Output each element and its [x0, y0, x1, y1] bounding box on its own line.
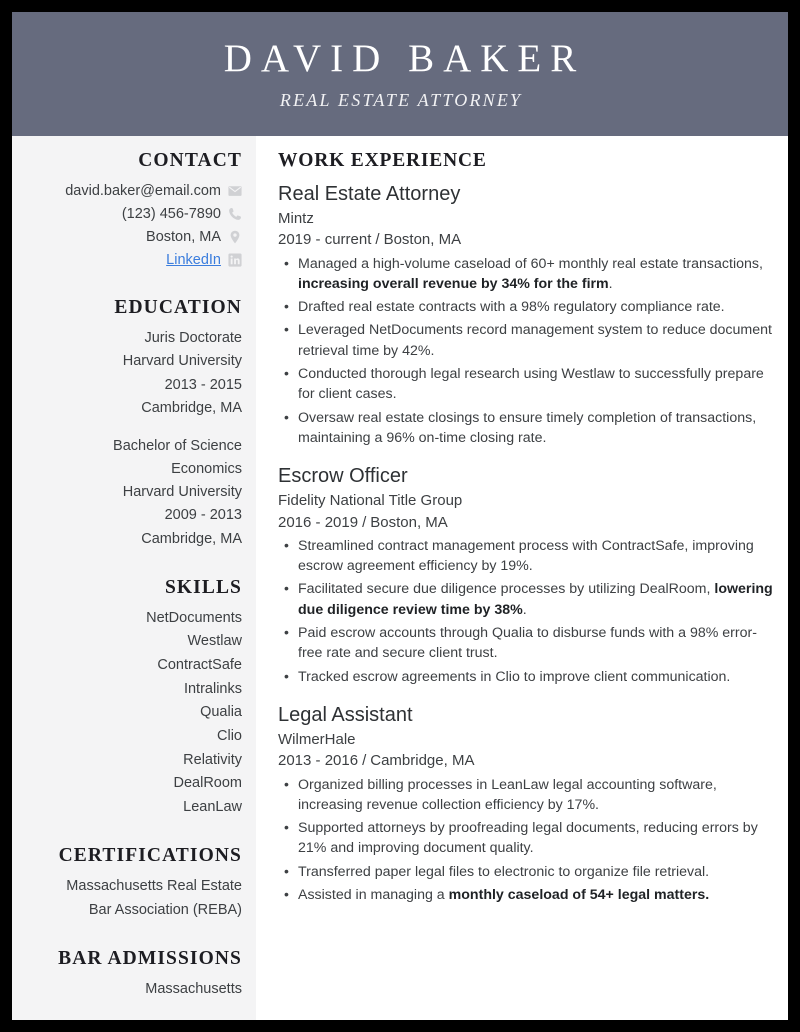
sidebar — [12, 136, 256, 1020]
job-title: Real Estate Attorney — [278, 183, 461, 205]
bullet-text: Oversaw real estate closings to ensure timely completion of transactions, maintaining a 96% on-time closing rate. — [298, 409, 757, 446]
job-title: Legal Assistant — [278, 703, 413, 726]
work-experience-heading: WORK EXPERIENCE — [278, 150, 487, 171]
contact-phone-value: (123) 456-7890 — [121, 206, 221, 223]
skill-item: Intralinks — [183, 680, 242, 697]
skill-item: Relativity — [183, 751, 242, 768]
bullet-text: Facilitated secure due diligence processes by utilizing DealRoom, — [298, 581, 715, 598]
bullet-text: Conducted thorough legal research using Westlaw to successfully prepare for client cases. — [298, 366, 764, 403]
phone-icon — [228, 207, 242, 221]
bullet-text: Leveraged NetDocuments record management system to reduce document retrieval time by 42%. — [298, 322, 772, 359]
job-dates: 2016 - 2019 — [278, 513, 359, 531]
job-bullet — [278, 364, 776, 405]
job-location: Boston, MA — [370, 513, 448, 531]
education-degree: Juris Doctorate — [144, 330, 242, 347]
education-field: Economics — [171, 461, 242, 478]
bullet-text-tail: . — [522, 601, 527, 618]
bullet-text: Managed a high-volume caseload of 60+ monthly real estate transactions, — [298, 255, 763, 272]
skills-list — [24, 607, 242, 820]
contact-item-location — [24, 226, 242, 248]
job-company: Fidelity National Title Group — [278, 492, 463, 510]
bullet-emphasis: monthly caseload of 54+ legal matters. — [448, 887, 710, 904]
skill-item: NetDocuments — [146, 609, 242, 626]
certification-line: Bar Association (REBA) — [88, 901, 242, 918]
education-school: Harvard University — [122, 353, 242, 370]
job-bullet — [278, 579, 776, 620]
education-entry-1 — [24, 327, 242, 420]
job-company: WilmerHale — [278, 730, 356, 748]
job-meta-separator: / — [362, 513, 367, 531]
bullet-text: Streamlined contract management process with ContractSafe, improving escrow agreement efficiency by 19%. — [298, 537, 754, 575]
location-pin-icon — [228, 230, 242, 244]
job-bullet — [278, 862, 776, 882]
resume-header-banner — [12, 12, 788, 136]
candidate-name: DAVID BAKER — [223, 37, 586, 81]
linkedin-icon[interactable] — [228, 253, 242, 267]
linkedin-link[interactable]: LinkedIn — [166, 252, 221, 269]
job-bullet — [278, 775, 776, 816]
job-meta-separator: / — [362, 752, 367, 770]
skill-item: Clio — [217, 727, 242, 744]
skill-item: Qualia — [200, 704, 242, 721]
job-entry — [278, 463, 776, 687]
resume-body — [12, 136, 788, 1020]
job-meta-separator: / — [375, 231, 380, 249]
bullet-emphasis: increasing overall revenue by 34% for the firm — [298, 275, 609, 292]
job-bullet — [278, 297, 776, 317]
bar-admission-item: Massachusetts — [145, 980, 242, 997]
job-location: Cambridge, MA — [370, 752, 475, 770]
job-bullet-list — [278, 775, 776, 906]
job-bullet-list — [278, 536, 776, 687]
bullet-text: Paid escrow accounts through Qualia to disburse funds with a 98% error-free rate and secure client trust. — [298, 625, 757, 662]
contact-location-value: Boston, MA — [146, 229, 221, 246]
job-bullet — [278, 818, 776, 859]
candidate-job-title: REAL ESTATE ATTORNEY — [279, 89, 523, 110]
education-years: 2013 - 2015 — [164, 376, 242, 393]
job-bullet — [278, 623, 776, 664]
work-experience-section — [256, 136, 788, 1020]
contact-heading: CONTACT — [138, 150, 242, 171]
education-entry-2 — [24, 435, 242, 551]
job-dates: 2019 - current — [278, 231, 372, 249]
education-location: Cambridge, MA — [141, 399, 242, 416]
bullet-text: Supported attorneys by proofreading legal documents, reducing errors by 21% and improving document quality. — [298, 820, 758, 857]
skills-heading: SKILLS — [164, 576, 242, 598]
job-bullet — [278, 885, 776, 905]
job-entry — [278, 181, 776, 448]
contact-item-phone — [24, 203, 242, 225]
bullet-text: Tracked escrow agreements in Clio to improve client communication. — [298, 668, 731, 685]
job-dates: 2013 - 2016 — [278, 752, 359, 770]
job-bullet — [278, 667, 776, 687]
skill-item: ContractSafe — [157, 657, 242, 674]
job-meta — [278, 512, 776, 533]
education-location: Cambridge, MA — [141, 530, 242, 547]
certifications-heading: CERTIFICATIONS — [58, 845, 242, 867]
bullet-text: Assisted in managing a — [298, 887, 449, 904]
bar-admissions-heading: BAR ADMISSIONS — [58, 947, 242, 969]
job-bullet — [278, 408, 776, 449]
job-bullet — [278, 536, 776, 577]
job-title: Escrow Officer — [278, 465, 408, 488]
skill-item: LeanLaw — [183, 798, 242, 815]
job-meta — [278, 750, 776, 771]
bar-admissions-list — [24, 978, 242, 1001]
contact-email-value: david.baker@email.com — [65, 183, 221, 199]
education-degree: Bachelor of Science — [113, 437, 242, 454]
education-years: 2009 - 2013 — [164, 507, 242, 524]
certifications-list — [24, 875, 242, 921]
job-meta — [278, 229, 776, 250]
job-entry — [278, 702, 776, 905]
bullet-text: Drafted real estate contracts with a 98% regulatory compliance rate. — [298, 299, 725, 316]
education-school: Harvard University — [122, 484, 242, 501]
bullet-emphasis: lowering due diligence review time by 38% — [298, 581, 773, 618]
resume-page — [12, 12, 788, 1020]
contact-item-email — [24, 180, 242, 202]
skill-item: DealRoom — [173, 775, 242, 792]
contact-item-linkedin[interactable] — [24, 249, 242, 271]
bullet-text: Organized billing processes in LeanLaw legal accounting software, increasing revenue collection efficiency by 17%. — [298, 776, 717, 813]
contact-list — [24, 180, 242, 271]
bullet-text-tail: . — [608, 275, 613, 292]
job-company: Mintz — [278, 210, 314, 227]
envelope-icon — [228, 184, 242, 198]
job-bullet — [278, 320, 776, 361]
skill-item: Westlaw — [187, 633, 242, 650]
education-list — [24, 327, 242, 551]
job-location: Boston, MA — [383, 231, 462, 249]
job-bullet-list — [278, 254, 776, 449]
certification-line: Massachusetts Real Estate — [66, 878, 242, 895]
bullet-text: Transferred paper legal files to electronic to organize file retrieval. — [298, 863, 710, 880]
education-heading: EDUCATION — [114, 297, 242, 319]
job-bullet — [278, 254, 776, 295]
